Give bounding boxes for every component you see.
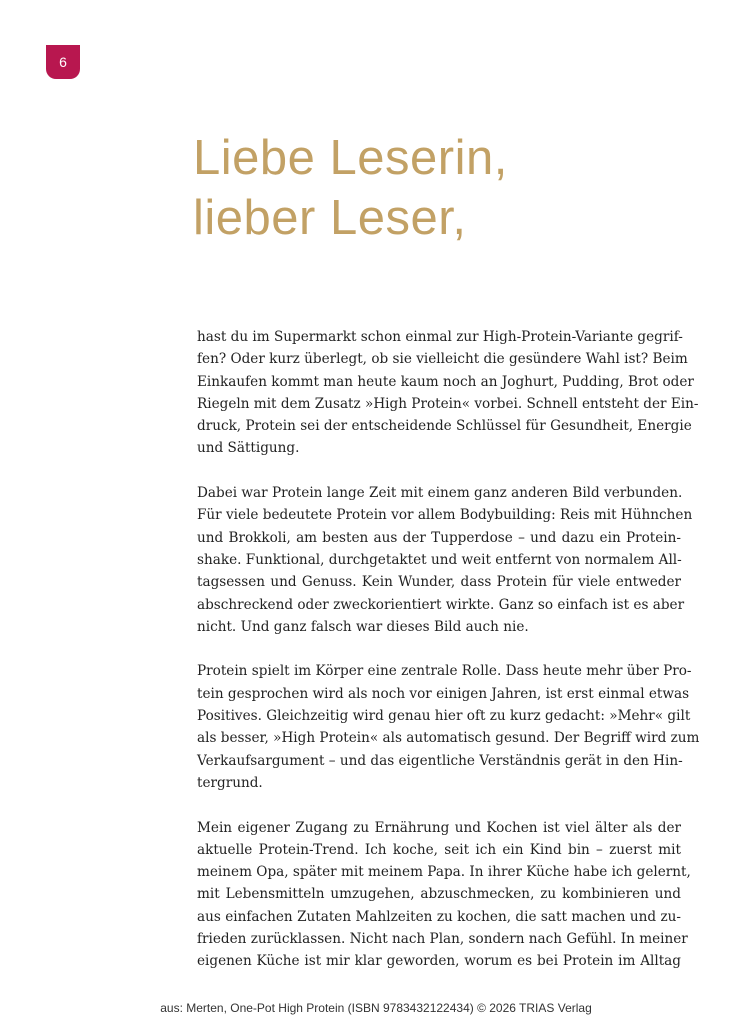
title-line-2: lieber Leser, <box>193 191 467 245</box>
text-line: Dabei war Protein lange Zeit mit einem ganz anderen Bild verbunden. <box>197 485 683 502</box>
text-line: als besser, »High Protein« als automatisch gesund. Der Begriff wird zum <box>197 730 700 747</box>
text-line: und Sättigung. <box>197 440 300 457</box>
text-line: und Brokkoli, am besten aus der Tupperdose – und dazu ein Protein- <box>197 529 681 546</box>
page-number: 6 <box>59 54 67 70</box>
text-line: Für viele bedeutete Protein vor allem Bodybuilding: Reis mit Hühnchen <box>197 507 693 524</box>
text-line: Einkaufen kommt man heute kaum noch an Joghurt, Pudding, Brot oder <box>197 373 694 390</box>
text-line: Mein eigener Zugang zu Ernährung und Kochen ist viel älter als der <box>197 819 681 836</box>
page-title <box>193 128 508 248</box>
text-line: fen? Oder kurz überlegt, ob sie vielleicht die gesündere Wahl ist? Beim <box>197 351 688 368</box>
text-line: Riegeln mit dem Zusatz »High Protein« vorbei. Schnell entsteht der Ein- <box>197 395 699 412</box>
text-line: Protein spielt im Körper eine zentrale Rolle. Dass heute mehr über Pro- <box>197 663 692 680</box>
text-line: tergrund. <box>197 774 263 791</box>
text-line: shake. Funktional, durchgetaktet und weit entfernt von normalem All- <box>197 551 682 568</box>
text-line: aktuelle Protein-Trend. Ich koche, seit ich ein Kind bin – zuerst mit <box>197 841 681 858</box>
text-line: mit Lebensmitteln umzugehen, abzuschmecken, zu kombinieren und <box>197 886 681 903</box>
page-number-badge <box>46 45 80 79</box>
text-line: tagsessen und Genuss. Kein Wunder, dass Protein für viele entweder <box>197 574 681 591</box>
paragraph-2 <box>197 482 693 638</box>
text-line: meinem Opa, später mit meinem Papa. In ihrer Küche habe ich gelernt, <box>197 864 691 881</box>
text-line: frieden zurücklassen. Nicht nach Plan, sondern nach Gefühl. In meiner <box>197 931 688 948</box>
text-line: abschreckend oder zweckorientiert wirkte. Ganz so einfach ist es aber <box>197 596 685 613</box>
title-line-1: Liebe Leserin, <box>193 131 508 185</box>
text-line: hast du im Supermarkt schon einmal zur High-Protein-Variante gegrif- <box>197 329 683 345</box>
text-line: Verkaufsargument – und das eigentliche Verständnis gerät in den Hin- <box>197 752 683 769</box>
body-text <box>197 326 700 995</box>
paragraph-1 <box>197 326 699 460</box>
text-line: eigenen Küche ist mir klar geworden, worum es bei Protein im Alltag <box>197 953 681 970</box>
copyright-footer: aus: Merten, One-Pot High Protein (ISBN 9783432122434) © 2026 TRIAS Verlag <box>160 1001 592 1015</box>
paragraph-3 <box>197 660 700 794</box>
text-line: aus einfachen Zutaten Mahlzeiten zu kochen, die satt machen und zu- <box>197 908 681 925</box>
text-line: druck, Protein sei der entscheidende Schlüssel für Gesundheit, Energie <box>197 418 692 435</box>
text-line: nicht. Und ganz falsch war dieses Bild auch nie. <box>197 618 529 635</box>
text-line: tein gesprochen wird als noch vor einigen Jahren, ist erst einmal etwas <box>197 685 690 702</box>
text-line: Positives. Gleichzeitig wird genau hier oft zu kurz gedacht: »Mehr« gilt <box>197 708 691 725</box>
paragraph-4 <box>197 817 691 973</box>
